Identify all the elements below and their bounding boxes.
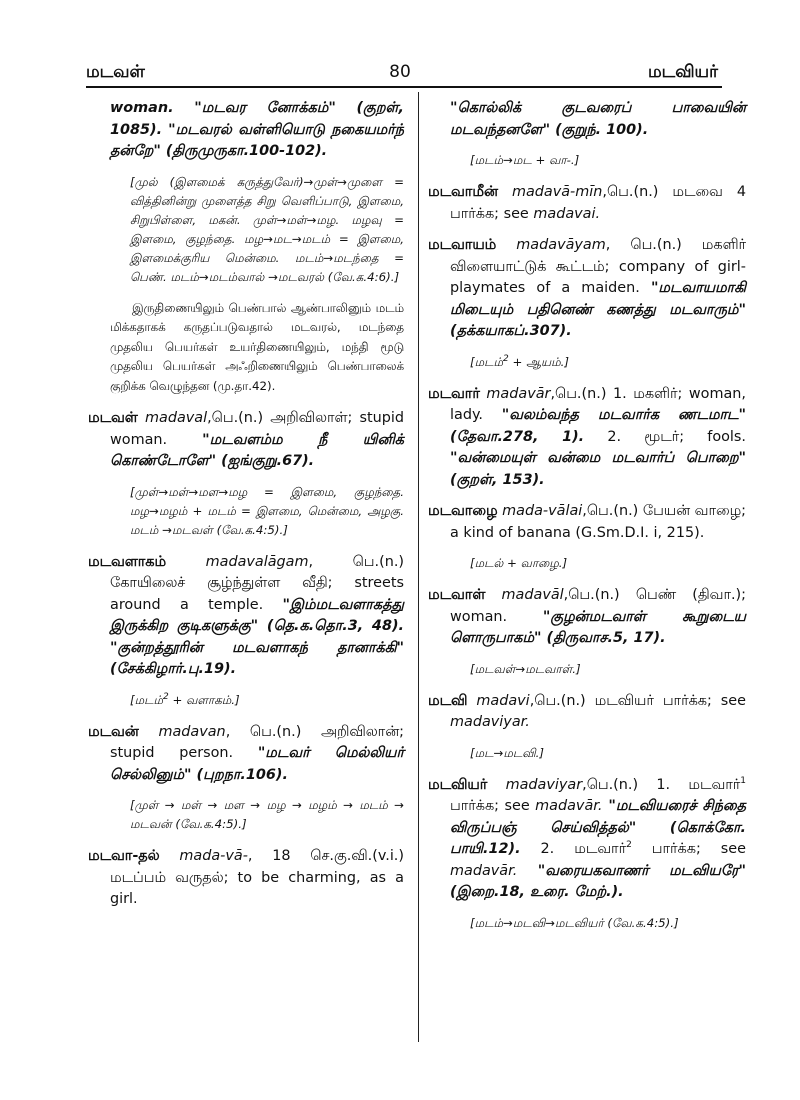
cross-reference: madavai.: [533, 205, 601, 222]
cross-reference: madavār.: [535, 798, 603, 814]
definition: ,பெ.(n.) 1. மகளிர்; woman, lady.: [450, 385, 746, 423]
headword: மடவி: [428, 692, 468, 709]
superscript: 2: [162, 691, 169, 702]
right-column: [428, 98, 746, 945]
etymology-note: [முள்→மள்→மள→மழ = இளமை, குழந்தை. மழ→மழம் + மடம் = இளமை, மென்மை, அழகு. மடம் →மடவள் (வே.க.4:5).]: [130, 484, 404, 537]
quote: "கொல்லிக் குடவரைப் பாவையின் மடவந்தனளே" (குறுந். 100).: [450, 100, 746, 138]
dictionary-entry: [428, 235, 746, 343]
dictionary-entry: [88, 846, 404, 911]
cross-reference: madaviyar.: [450, 714, 530, 730]
headword: மடவியர்: [428, 776, 488, 793]
dictionary-entry: [428, 384, 746, 492]
dictionary-entry: [428, 501, 746, 544]
headword: மடவாழை: [428, 503, 498, 519]
column-divider: [418, 92, 419, 1042]
superscript: 2: [502, 353, 509, 364]
etymology-note: [முள் → மள் → மள → மழ → மழம் → மடம் → மடவன் (வே.க.4:5).]: [130, 798, 404, 831]
headword: மடவாமீன்: [428, 184, 498, 200]
transliteration: mada-vālai: [502, 503, 583, 519]
headword: மடவாயம்: [428, 237, 497, 253]
transliteration: madavār: [486, 385, 551, 402]
definition: ,பெ.(n.) அறிவிலாள்; stupid woman.: [110, 410, 405, 448]
headword: மடவள்: [88, 410, 138, 426]
etymology-note: [88, 691, 404, 710]
definition: ,பெ.(n.) பெண் (திவா.); woman.: [450, 587, 747, 625]
transliteration: madavāyam: [516, 237, 606, 253]
etymology-note: [முல் (இளமைக் கருத்துவேர்)→முள்→முளை = வித்தினின்று முளைத்த சிறு வெளிப்பாடு, இளமை, சிறுபிள்ளை, மகன். முள்→மள்→மழ. மழவு = இளமை, குழந்தை. மழ→மட→மடம் = இளமை, இளமைக்குரிய மென்மை. மடம்→மடந்தை = பெண். மடம்→மடம்வால் →மடவரல் (வே.க.4:6).]: [130, 174, 404, 284]
headword: மடவார்: [428, 385, 480, 402]
transliteration: madavā-mīn: [511, 184, 603, 200]
definition: ,பெ.(n.) மடவை 4 பார்க்க; see: [450, 184, 747, 222]
etymology-note: [மடல் + வாழை.]: [470, 556, 568, 570]
header-rule: [86, 86, 722, 88]
transliteration: madavi: [476, 692, 530, 709]
definition: பார்க்க; see: [450, 798, 536, 814]
definition: , பெ.(n.) மகளிர் விளையாட்டுக் கூட்டம்; company of girl-playmates of a maiden.: [450, 237, 747, 296]
continued-entry: [428, 98, 746, 141]
etymology-note: [மடம்→மடவி→மடவியர் (வே.க.4:5).]: [470, 915, 679, 930]
etymology-text: [மடம்: [130, 692, 163, 707]
headword: மடவளாகம்: [88, 553, 167, 570]
headword: மடவன்: [88, 723, 139, 740]
dictionary-entry: [428, 585, 746, 650]
dictionary-entry: [88, 722, 404, 787]
transliteration: madaviyar: [505, 776, 583, 793]
headword: மடவா-தல்: [88, 848, 160, 864]
definition: 2. மூடர்; fools.: [584, 428, 746, 445]
left-column: [88, 98, 404, 921]
quote: "மடவியரைச் சிந்தை விருப்பஞ் செய்வித்தல்" (கொக்கோ. பாயி.12).: [450, 798, 746, 857]
transliteration: madavalāgam: [205, 553, 309, 570]
dictionary-entry: [88, 408, 404, 473]
definition: ,பெ.(n.) 1. மடவார்: [582, 776, 741, 793]
quote: "வலம்வந்த மடவார்க ணடமாட" (தேவா.278, 1).: [450, 407, 746, 445]
headword: மடவாள்: [428, 587, 486, 603]
etymology-note: [மடவள்→மடவாள்.]: [470, 661, 581, 676]
quote: woman. "மடவர னோக்கம்" (குறள், 1085).: [110, 100, 404, 138]
continued-entry: [88, 98, 404, 163]
definition: ,பெ.(n.) பேயன் வாழை; a kind of banana (G.Sm.D.I. i, 215).: [450, 503, 747, 541]
quote: "மடவாயமாகி மிடையும் பதினெண் கணத்து மடவாரும்" (தக்கயாகப்.307).: [450, 280, 746, 339]
transliteration: madavāl: [501, 587, 564, 603]
definition: , பெ.(n.) கோயிலைச் சூழ்ந்துள்ள வீதி; streets around a temple.: [110, 553, 405, 613]
dictionary-entry: [428, 691, 746, 734]
quote: "மடவர் மெல்லியர் செல்லினும்" (புறநா.106).: [110, 745, 404, 783]
definition: ,பெ.(n.) மடவியர் பார்க்க; see: [529, 692, 747, 709]
definition: 2. மடவார்: [520, 841, 627, 857]
definition: பார்க்க; see: [631, 841, 746, 857]
etymology-text: [மடம்: [470, 354, 503, 369]
superscript: 2: [626, 840, 632, 851]
definition: , பெ.(n.) அறிவிலான்; stupid person.: [110, 723, 404, 761]
usage-note: இருதிணையிலும் பெண்பால் ஆண்பாலினும் மடம் மிக்கதாகக் கருதப்படுவதால் மடவரல், மடந்தை முதலிய பெயர்கள் உயர்திணையிலும், மந்தி மூடு முதலிய பெயர்கள் அஃறிணையிலும் பெண்பாலைக் குறிக்க வெழுந்தன (மு.தா.42).: [110, 300, 404, 393]
header-left-guide-word: மடவள்: [86, 62, 145, 82]
dictionary-entry: [88, 552, 404, 681]
quote: "மடவளம்ம நீ யினிக் கொண்டோளே" (ஐங்குறு.67).: [110, 431, 404, 469]
cross-reference: madavār.: [450, 862, 518, 879]
quote: "வன்மையுள் வன்மை மடவார்ப் பொறை" (குறள், 153).: [450, 450, 746, 488]
page-number: 80: [389, 62, 411, 82]
transliteration: madavan: [158, 723, 226, 740]
etymology-text: + வளாகம்.]: [168, 692, 240, 707]
quote: "வரையகவாணர் மடவியரே" (இறை.18, உரை. மேற்.).: [450, 862, 746, 900]
etymology-note: [மடம்→மட + வா-.]: [470, 153, 580, 167]
header-right-guide-word: மடவியர்: [647, 62, 718, 82]
definition: , 18 செ.கு.வி.(v.i.) மடப்பம் வருதல்; to be charming, as a girl.: [110, 848, 405, 907]
transliteration: mada-vā-: [179, 848, 248, 864]
etymology-text: + ஆயம்.]: [508, 354, 569, 369]
transliteration: madaval: [144, 410, 208, 426]
quote: "குழன்மடவாள் கூறுடைய ளொருபாகம்" (திருவாச.5, 17).: [450, 608, 746, 646]
quote: "மடவரல் வள்ளியொடு நகையமர்ந் தன்றே" (திருமுருகா.100-102).: [110, 121, 404, 159]
superscript: 1: [740, 775, 746, 786]
quote: "இம்மடவளாகத்து இருக்கிற குடிகளுக்கு" (தெ.க.தொ.3, 48). "குன்றத்தூரின் மடவளாகந் தானாக்கி" (சேக்கிழார்.பு.19).: [110, 596, 404, 677]
dictionary-entry: [428, 182, 746, 225]
etymology-note: [428, 353, 746, 372]
etymology-note: [மட→மடவி.]: [470, 745, 545, 760]
dictionary-entry: [428, 775, 746, 904]
